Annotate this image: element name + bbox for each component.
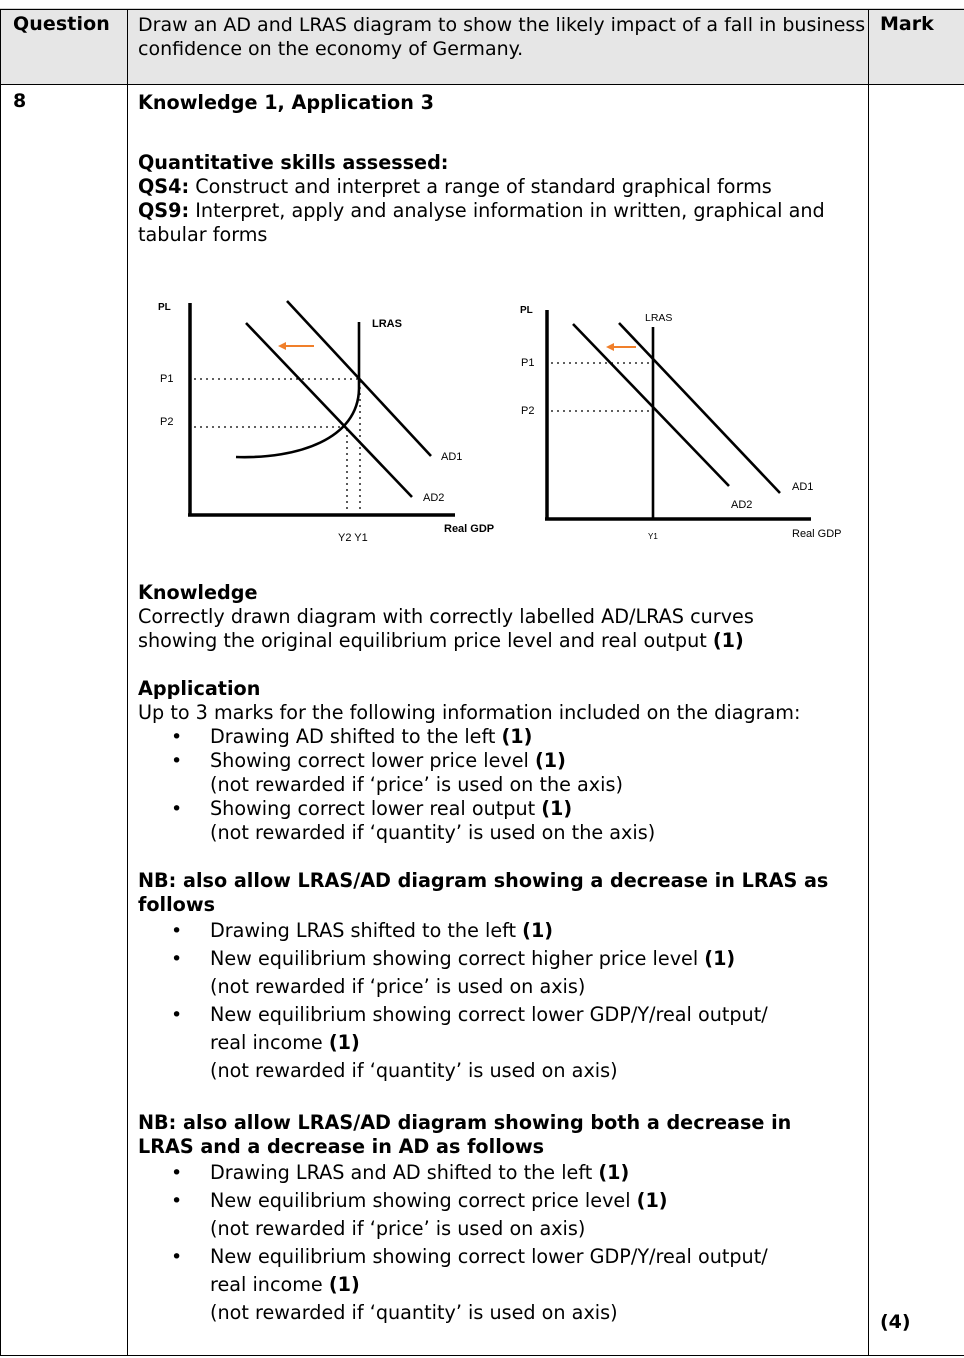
answer-content-cell xyxy=(128,85,869,1356)
nb2-heading: NB: also allow LRAS/AD diagram showing both a decrease in LRAS and a decrease in AD as follows xyxy=(138,1111,792,1158)
mark-label: Mark xyxy=(880,13,934,35)
p2-label: P2 xyxy=(521,405,535,417)
application-list xyxy=(138,725,868,845)
marks-summary: Knowledge 1, Application 3 xyxy=(138,91,434,114)
qs-item: QS4: Construct and interpret a range of standard graphical forms xyxy=(138,175,772,198)
list-item: • Drawing LRAS and AD shifted to the left (1) xyxy=(210,1159,868,1187)
header-row xyxy=(1,10,964,85)
lras-label: LRAS xyxy=(645,312,673,324)
lras-label: LRAS xyxy=(372,318,402,330)
y1-label: Y1 xyxy=(648,532,658,541)
knowledge-text: Correctly drawn diagram with correctly labelled AD/LRAS curves showing the original equilibrium price level and real output (1) xyxy=(138,605,754,652)
question-number-cell xyxy=(1,85,128,1356)
list-item: • Drawing AD shifted to the left (1) xyxy=(210,725,868,749)
list-item: • New equilibrium showing correct price level (1) (not rewarded if ‘price’ is used on axis) xyxy=(210,1187,868,1243)
ad2-label: AD2 xyxy=(731,499,753,511)
mark-scheme-table xyxy=(0,9,964,1356)
question-text: Draw an AD and LRAS diagram to show the likely impact of a fall in business confidence on the economy of Germany. xyxy=(138,14,866,60)
mark-header-cell xyxy=(869,10,964,85)
application-heading: Application xyxy=(138,677,261,700)
x-axis-label: Real GDP xyxy=(792,528,842,540)
list-item: • New equilibrium showing correct lower GDP/Y/real output/ real income (1) (not rewarded if ‘quantity’ is used on axis) xyxy=(210,1243,868,1327)
list-item: • Drawing LRAS shifted to the left (1) xyxy=(210,917,868,945)
nb1-list xyxy=(138,917,868,1085)
chart-keynesian-lras xyxy=(128,289,528,589)
total-mark: (4) xyxy=(880,1311,911,1333)
qs-heading: Quantitative skills assessed: xyxy=(138,151,449,174)
mark-cell xyxy=(869,85,964,1356)
question-text-cell xyxy=(128,10,869,85)
question-label: Question xyxy=(13,13,110,35)
p1-label: P1 xyxy=(521,357,535,369)
list-item: • Showing correct lower price level (1) (not rewarded if ‘price’ is used on the axis) xyxy=(210,749,868,797)
question-header-cell xyxy=(1,10,128,85)
list-item: • New equilibrium showing correct higher price level (1) (not rewarded if ‘price’ is used on axis) xyxy=(210,945,868,1001)
application-intro: Up to 3 marks for the following information included on the diagram: xyxy=(138,701,801,724)
y-axis-label: PL xyxy=(520,305,533,316)
diagrams xyxy=(128,247,868,581)
ad2-label: AD2 xyxy=(423,492,445,504)
x-axis-label: Real GDP xyxy=(444,523,495,535)
list-item: • Showing correct lower real output (1) (not rewarded if ‘quantity’ is used on the axis) xyxy=(210,797,868,845)
answer-row xyxy=(1,85,964,1356)
qs-item: QS9: Interpret, apply and analyse information in written, graphical and tabular forms xyxy=(138,199,825,246)
y-values-label: Y2 Y1 xyxy=(338,532,368,544)
ad1-label: AD1 xyxy=(792,481,814,493)
nb2-list xyxy=(138,1159,868,1327)
nb1-heading: NB: also allow LRAS/AD diagram showing a decrease in LRAS as follows xyxy=(138,869,829,916)
ad1-label: AD1 xyxy=(441,451,463,463)
knowledge-heading: Knowledge xyxy=(138,581,258,604)
p1-label: P1 xyxy=(160,373,174,385)
p2-label: P2 xyxy=(160,416,174,428)
question-number: 8 xyxy=(13,90,27,112)
y-axis-label: PL xyxy=(158,302,171,313)
list-item: • New equilibrium showing correct lower GDP/Y/real output/ real income (1) (not rewarded if ‘quantity’ is used on axis) xyxy=(210,1001,868,1085)
chart-vertical-lras xyxy=(508,289,868,589)
